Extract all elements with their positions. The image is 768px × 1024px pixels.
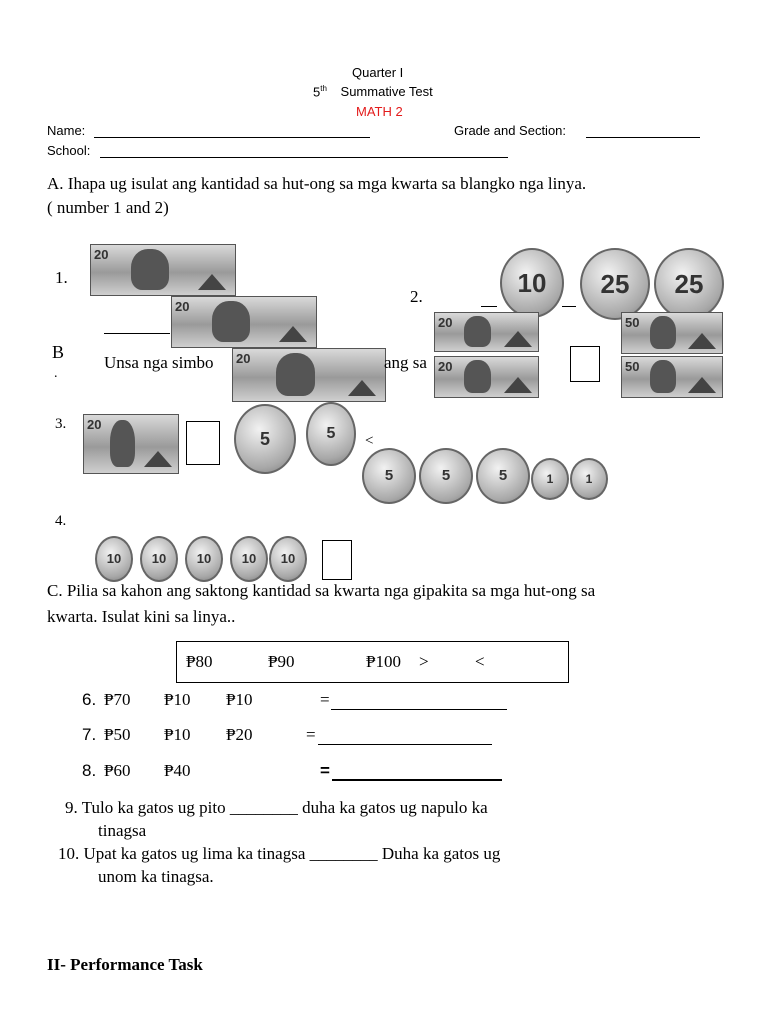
bill-20-c <box>232 348 386 402</box>
portrait-icon <box>110 420 134 468</box>
bill-20-b <box>171 296 317 348</box>
item-7-equals: = <box>306 725 316 744</box>
choices-box <box>176 641 569 683</box>
item-8-equals: = <box>320 761 330 780</box>
section-b-instruction-right: ang sa <box>384 353 427 372</box>
item-2-number: 2. <box>410 287 423 306</box>
landmark-icon <box>279 326 307 342</box>
bill-denomination: 20 <box>438 359 453 374</box>
bill-denomination: 20 <box>175 299 190 314</box>
item-6-equals: = <box>320 690 330 709</box>
choice-greater-than: > <box>419 652 429 671</box>
portrait-icon <box>650 316 676 349</box>
coin-value: 10 <box>517 268 547 298</box>
choice-80: ₱80 <box>186 652 213 671</box>
coin-value: 10 <box>106 551 122 566</box>
bill-denomination: 50 <box>625 315 640 330</box>
item-3-symbol-box[interactable] <box>186 421 220 465</box>
portrait-icon <box>131 249 168 290</box>
bill-denomination: 20 <box>87 417 102 432</box>
name-label: Name: <box>47 123 86 138</box>
coin-value: 1 <box>546 472 554 486</box>
coin-value: 25 <box>600 269 630 299</box>
landmark-icon <box>688 377 716 393</box>
coin-value: 5 <box>326 425 336 442</box>
coin-10-e <box>269 536 307 582</box>
coin-value: 10 <box>151 551 167 566</box>
landmark-icon <box>198 274 226 290</box>
item-8-value-b: ₱40 <box>164 761 191 780</box>
section-a-instruction: A. Ihapa ug isulat ang kantidad sa hut-ong sa mga kwarta sa blangko nga linya. <box>47 174 587 193</box>
item-6-number: 6. <box>82 690 97 709</box>
coin-5-e <box>476 448 530 504</box>
item-8-number: 8. <box>82 761 97 780</box>
item-7-answer-line[interactable] <box>318 744 492 745</box>
coin-10 <box>500 248 564 318</box>
coin-10-d <box>230 536 268 582</box>
name-field[interactable] <box>94 137 370 138</box>
section-b-instruction-left: Unsa nga simbo <box>104 353 214 372</box>
coin-value: 5 <box>384 467 394 484</box>
coin-25-b <box>654 248 724 320</box>
grade-suffix: th <box>320 84 327 93</box>
item-4-symbol-box[interactable] <box>322 540 352 580</box>
bill-50-a <box>621 312 723 354</box>
portrait-icon <box>650 360 676 393</box>
coin-value: 5 <box>498 467 508 484</box>
school-field[interactable] <box>100 157 508 158</box>
bill-denomination: 20 <box>236 351 251 366</box>
coin-1-a <box>531 458 569 500</box>
bill-denomination: 20 <box>94 247 109 262</box>
item-2-symbol-box[interactable] <box>570 346 600 382</box>
school-label: School: <box>47 143 91 158</box>
section-a-scope: ( number 1 and 2) <box>47 198 169 217</box>
landmark-icon <box>348 380 376 396</box>
item-4-number: 4. <box>55 513 67 529</box>
coin-5-d <box>419 448 473 504</box>
coin-value: 10 <box>280 551 296 566</box>
item-1-number: 1. <box>55 268 68 287</box>
bill-20-e <box>434 356 539 398</box>
bill-50-b <box>621 356 723 398</box>
bill-20-d <box>434 312 539 352</box>
choice-less-than: < <box>475 652 485 671</box>
coin-25-a <box>580 248 650 320</box>
choice-90: ₱90 <box>268 652 295 671</box>
portrait-icon <box>464 360 491 393</box>
coin-10-c <box>185 536 223 582</box>
item-7-number: 7. <box>82 725 97 744</box>
coin-value: 1 <box>585 472 593 486</box>
item-2-answer-line-b[interactable] <box>562 306 576 307</box>
item-7-value-b: ₱10 <box>164 725 191 744</box>
item-10-line2: unom ka tinagsa. <box>98 867 214 886</box>
item-7-value-c: ₱20 <box>226 725 253 744</box>
landmark-icon <box>504 331 532 347</box>
coin-5-a <box>234 404 296 474</box>
item-6-value-a: ₱70 <box>104 690 131 709</box>
section-b-letter: B <box>52 342 65 362</box>
performance-task-title: II- Performance Task <box>47 955 203 974</box>
portrait-icon <box>464 316 491 347</box>
item-8 <box>82 761 522 785</box>
section-c-instruction-line1: C. Pilia sa kahon ang saktong kantidad sa kwarta nga gipakita sa mga hut-ong sa <box>47 581 596 600</box>
item-6 <box>82 690 522 714</box>
coin-10-b <box>140 536 178 582</box>
portrait-icon <box>276 353 316 396</box>
item-9-line1: 9. Tulo ka gatos ug pito ________ duha ka gatos ug napulo ka <box>65 798 488 817</box>
coin-10-a <box>95 536 133 582</box>
landmark-icon <box>504 377 532 393</box>
section-c-instruction-line2: kwarta. Isulat kini sa linya.. <box>47 607 236 626</box>
item-3-symbol: < <box>365 433 374 449</box>
item-3-number: 3. <box>55 416 67 432</box>
item-1-answer-line[interactable] <box>104 333 170 334</box>
coin-value: 5 <box>259 429 270 449</box>
portrait-icon <box>212 301 249 342</box>
grade-section-label: Grade and Section: <box>454 123 567 138</box>
quarter-label: Quarter I <box>352 65 404 80</box>
coin-5-c <box>362 448 416 504</box>
grade-number: 5 <box>313 84 321 100</box>
item-8-value-a: ₱60 <box>104 761 131 780</box>
item-2-answer-line-a[interactable] <box>481 306 497 307</box>
test-title <box>313 84 433 99</box>
item-10-line1: 10. Upat ka gatos ug lima ka tinagsa ________ Duha ka gatos ug <box>58 844 501 863</box>
choice-100: ₱100 <box>366 652 401 671</box>
item-6-value-c: ₱10 <box>226 690 253 709</box>
bill-denomination: 50 <box>625 359 640 374</box>
coin-value: 10 <box>241 551 257 566</box>
bill-20-f <box>83 414 179 474</box>
item-8-answer-line[interactable] <box>332 779 502 781</box>
subject-label: MATH 2 <box>356 104 403 119</box>
test-type: Summative Test <box>340 84 433 100</box>
coin-value: 25 <box>674 269 704 299</box>
bill-20-a <box>90 244 236 296</box>
coin-5-b <box>306 402 356 466</box>
coin-value: 10 <box>196 551 212 566</box>
item-7-value-a: ₱50 <box>104 725 131 744</box>
section-b-dot: . <box>54 366 58 381</box>
grade-section-field[interactable] <box>586 137 700 138</box>
bill-denomination: 20 <box>438 315 453 330</box>
item-9-line2: tinagsa <box>98 821 147 840</box>
item-7 <box>82 725 522 749</box>
landmark-icon <box>688 333 716 349</box>
item-6-value-b: ₱10 <box>164 690 191 709</box>
coin-value: 5 <box>441 467 451 484</box>
coin-1-b <box>570 458 608 500</box>
item-6-answer-line[interactable] <box>331 709 507 710</box>
landmark-icon <box>144 451 172 467</box>
